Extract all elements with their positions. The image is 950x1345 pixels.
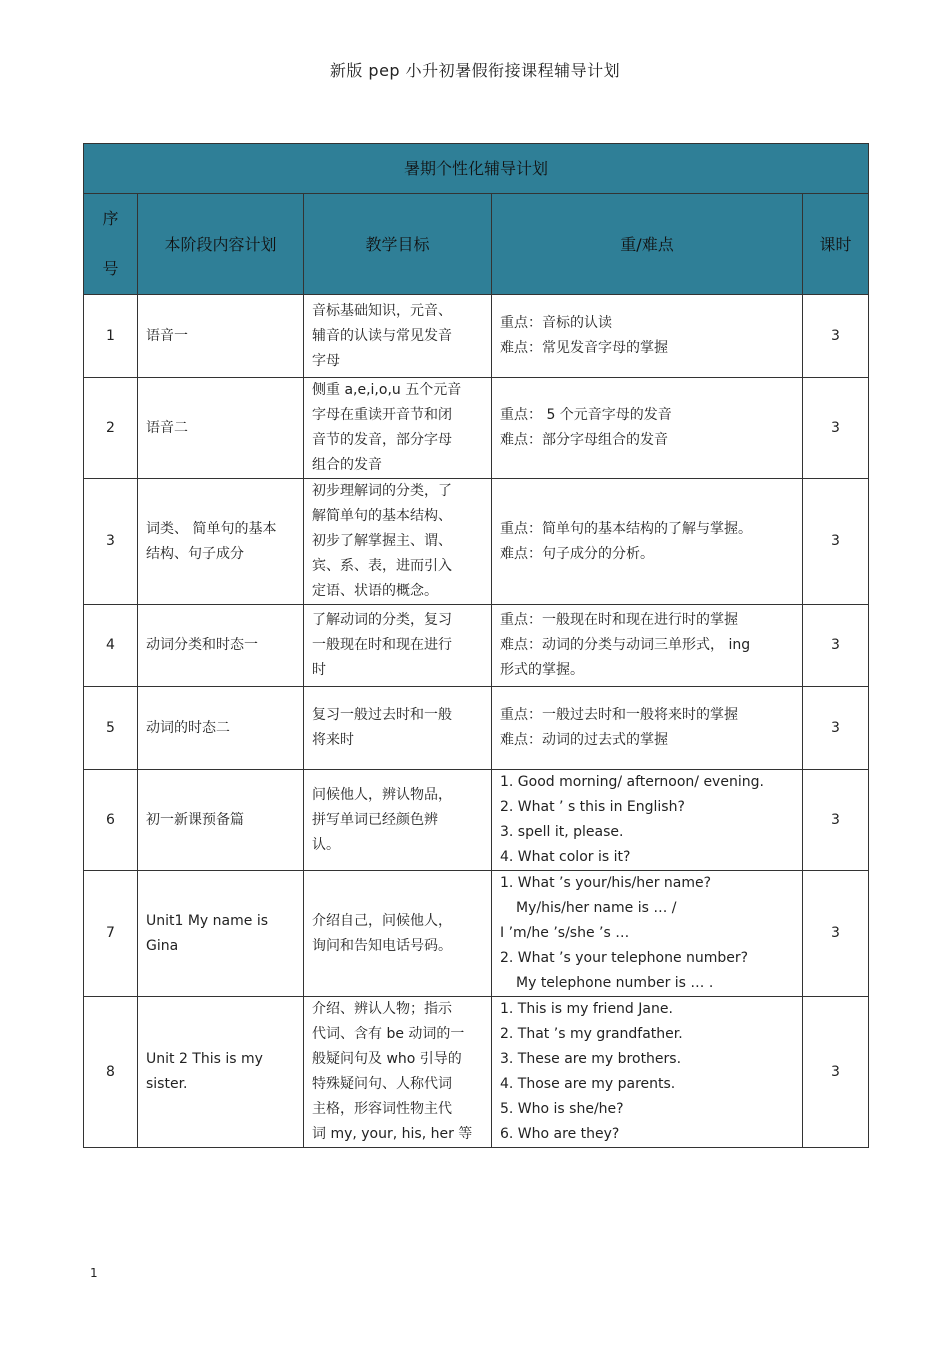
focus-line: 3. spell it, please. bbox=[500, 824, 624, 840]
goal-line: 音标基础知识，元音、 bbox=[312, 302, 452, 319]
header-focus: 重/难点 bbox=[492, 194, 803, 295]
focus-line: 4. Those are my parents. bbox=[500, 1076, 676, 1092]
focus-line: 5. Who is she/he? bbox=[500, 1101, 624, 1117]
row-hours: 3 bbox=[803, 479, 869, 605]
focus-line: 难点：句子成分的分析。 bbox=[500, 545, 654, 562]
focus-line: 难点：常见发音字母的掌握 bbox=[500, 340, 668, 356]
row-focus bbox=[492, 871, 803, 997]
focus-line: 3. These are my brothers. bbox=[500, 1051, 682, 1067]
row-hours: 3 bbox=[803, 605, 869, 687]
table-row bbox=[84, 871, 869, 997]
header-seq bbox=[84, 194, 138, 295]
focus-line: 重点：一般现在时和现在进行时的掌握 bbox=[500, 612, 738, 628]
goal-line: 介绍自己，问候他人， bbox=[312, 912, 452, 929]
content-line: 动词分类和时态一 bbox=[146, 637, 258, 653]
row-content bbox=[138, 687, 304, 770]
table-banner-row bbox=[84, 144, 869, 194]
goal-line: 初步了解掌握主、谓、 bbox=[312, 533, 452, 549]
row-number: 8 bbox=[84, 997, 138, 1148]
focus-line: 1. What ’s your/his/her name? bbox=[500, 875, 712, 891]
row-focus bbox=[492, 770, 803, 871]
row-number: 4 bbox=[84, 605, 138, 687]
goal-line: 了解动词的分类，复习 bbox=[312, 612, 452, 628]
goal-line: 侧重 a,e,i,o,u 五个元音 bbox=[312, 382, 462, 398]
row-content bbox=[138, 378, 304, 479]
focus-line: 2. What ’ s this in English? bbox=[500, 799, 685, 815]
content-line: 语音二 bbox=[146, 419, 188, 436]
row-focus bbox=[492, 378, 803, 479]
goal-line: 介绍、辨认人物；指示 bbox=[312, 1001, 452, 1017]
table-banner: 暑期个性化辅导计划 bbox=[84, 144, 869, 194]
focus-line: 重点：音标的认读 bbox=[500, 315, 612, 331]
row-goal bbox=[304, 295, 492, 378]
goal-line: 定语、状语的概念。 bbox=[312, 583, 438, 599]
focus-line: 难点：部分字母组合的发音 bbox=[500, 432, 668, 448]
goal-line: 复习一般过去时和一般 bbox=[312, 707, 452, 723]
goal-line: 认。 bbox=[312, 836, 340, 853]
focus-line: 重点：简单句的基本结构的了解与掌握。 bbox=[500, 520, 752, 537]
content-line: 初一新课预备篇 bbox=[146, 811, 244, 828]
table-row bbox=[84, 997, 869, 1148]
content-line: 动词的时态二 bbox=[146, 719, 230, 736]
table-row bbox=[84, 605, 869, 687]
goal-line: 辅音的认读与常见发音 bbox=[312, 327, 452, 344]
content-line: Unit1 My name is bbox=[146, 912, 269, 929]
row-hours: 3 bbox=[803, 687, 869, 770]
focus-line: I ’m/he ’s/she ’s … bbox=[500, 925, 630, 941]
row-number: 3 bbox=[84, 479, 138, 605]
goal-line: 问候他人，辨认物品， bbox=[312, 786, 452, 803]
focus-line: My telephone number is … . bbox=[516, 975, 714, 991]
table-row bbox=[84, 687, 869, 770]
content-line: 词类、 简单句的基本 bbox=[146, 520, 277, 537]
focus-line: 重点： 5 个元音字母的发音 bbox=[500, 407, 672, 423]
row-number: 6 bbox=[84, 770, 138, 871]
goal-line: 音节的发音，部分字母 bbox=[312, 432, 452, 448]
row-goal bbox=[304, 997, 492, 1148]
content-line: sister. bbox=[146, 1076, 188, 1092]
row-number: 1 bbox=[84, 295, 138, 378]
row-number: 7 bbox=[84, 871, 138, 997]
row-content bbox=[138, 295, 304, 378]
focus-line: 1. Good morning/ afternoon/ evening. bbox=[500, 774, 764, 790]
goal-line: 词 my, your, his, her 等 bbox=[312, 1126, 473, 1142]
row-content bbox=[138, 605, 304, 687]
content-line: Gina bbox=[146, 937, 179, 954]
row-goal bbox=[304, 605, 492, 687]
focus-line: 难点：动词的分类与动词三单形式， ing bbox=[500, 637, 751, 653]
goal-line: 将来时 bbox=[312, 732, 354, 748]
focus-line: 难点：动词的过去式的掌握 bbox=[500, 732, 668, 748]
goal-line: 般疑问句及 who 引导的 bbox=[312, 1051, 462, 1067]
table-body bbox=[84, 295, 869, 1148]
row-goal bbox=[304, 479, 492, 605]
table-row bbox=[84, 295, 869, 378]
header-seq-line1: 序 bbox=[102, 209, 119, 228]
content-line: 语音一 bbox=[146, 327, 188, 344]
row-focus bbox=[492, 687, 803, 770]
goal-line: 字母在重读开音节和闭 bbox=[312, 407, 452, 423]
goal-line: 一般现在时和现在进行 bbox=[312, 637, 452, 653]
focus-line: 6. Who are they? bbox=[500, 1126, 620, 1142]
goal-line: 特殊疑问句、人称代词 bbox=[312, 1076, 452, 1092]
row-number: 5 bbox=[84, 687, 138, 770]
row-focus bbox=[492, 997, 803, 1148]
row-hours: 3 bbox=[803, 770, 869, 871]
row-number: 2 bbox=[84, 378, 138, 479]
header-hours: 课时 bbox=[803, 194, 869, 295]
row-content bbox=[138, 997, 304, 1148]
row-hours: 3 bbox=[803, 997, 869, 1148]
goal-line: 字母 bbox=[312, 352, 340, 369]
row-content bbox=[138, 479, 304, 605]
focus-line: 2. That ’s my grandfather. bbox=[500, 1026, 683, 1042]
goal-line: 询问和告知电话号码。 bbox=[312, 937, 452, 954]
header-seq-line2: 号 bbox=[102, 259, 119, 278]
goal-line: 初步理解词的分类，了 bbox=[312, 483, 452, 499]
focus-line: 重点：一般过去时和一般将来时的掌握 bbox=[500, 707, 738, 723]
row-focus bbox=[492, 479, 803, 605]
header-goal: 教学目标 bbox=[304, 194, 492, 295]
focus-line: My/his/her name is … / bbox=[516, 900, 677, 916]
row-hours: 3 bbox=[803, 295, 869, 378]
focus-line: 形式的掌握。 bbox=[500, 662, 584, 678]
focus-line: 1. This is my friend Jane. bbox=[500, 1001, 673, 1017]
row-goal bbox=[304, 871, 492, 997]
goal-line: 宾、系、表，进而引入 bbox=[312, 558, 452, 574]
goal-line: 时 bbox=[312, 662, 326, 678]
goal-line: 拼写单词已经颜色辨 bbox=[312, 811, 438, 828]
goal-line: 主格，形容词性物主代 bbox=[312, 1101, 452, 1117]
focus-line: 4. What color is it? bbox=[500, 849, 631, 865]
row-goal bbox=[304, 687, 492, 770]
row-goal bbox=[304, 378, 492, 479]
row-focus bbox=[492, 605, 803, 687]
header-content: 本阶段内容计划 bbox=[138, 194, 304, 295]
goal-line: 代词、含有 be 动词的一 bbox=[312, 1026, 465, 1042]
row-goal bbox=[304, 770, 492, 871]
row-hours: 3 bbox=[803, 871, 869, 997]
goal-line: 组合的发音 bbox=[312, 457, 382, 473]
table-row bbox=[84, 770, 869, 871]
row-hours: 3 bbox=[803, 378, 869, 479]
row-content bbox=[138, 770, 304, 871]
page-title: 新版 pep 小升初暑假衔接课程辅导计划 bbox=[329, 61, 621, 80]
content-line: Unit 2 This is my bbox=[146, 1051, 263, 1067]
page-number: 1 bbox=[90, 1266, 98, 1280]
row-content bbox=[138, 871, 304, 997]
table-header-row bbox=[84, 194, 869, 295]
table-row bbox=[84, 378, 869, 479]
tutoring-plan-table bbox=[83, 143, 869, 1148]
goal-line: 解简单句的基本结构、 bbox=[312, 508, 452, 524]
table-row bbox=[84, 479, 869, 605]
content-line: 结构、句子成分 bbox=[146, 545, 244, 562]
row-focus bbox=[492, 295, 803, 378]
focus-line: 2. What ’s your telephone number? bbox=[500, 950, 749, 966]
